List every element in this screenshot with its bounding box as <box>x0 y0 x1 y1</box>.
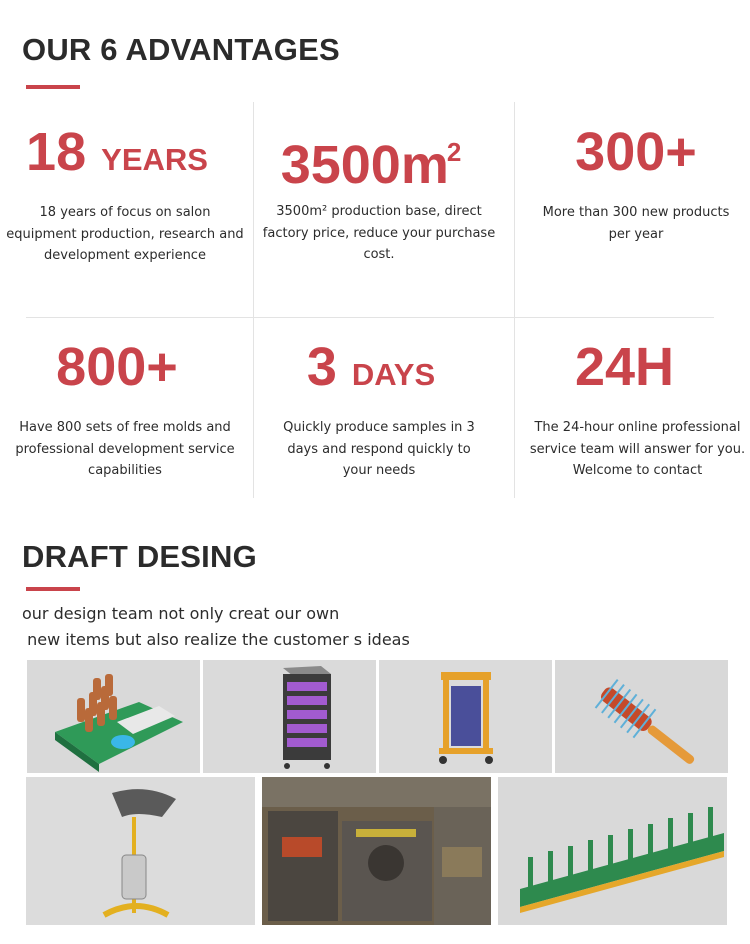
advantage-item <box>0 317 250 517</box>
comb-render <box>498 777 727 925</box>
advantage-description: Have 800 sets of free molds and professional development service capabilities <box>15 420 235 478</box>
advantage-item <box>0 100 250 300</box>
draft-intro: our design team not only creat our own new items but also realize the customer s ideas <box>22 604 410 649</box>
shampoo-basin-render <box>26 777 255 925</box>
advantage-item <box>511 100 750 300</box>
tool-cart-render <box>379 660 552 773</box>
advantage-value: 3 DAYS <box>306 337 436 397</box>
round-brush-render <box>555 660 728 773</box>
advantage-description: Quickly produce samples in 3 days and respond quickly to your needs <box>283 420 475 478</box>
advantage-value: 18 YEARS <box>26 122 208 182</box>
mold-factory-photo <box>262 777 491 925</box>
advantage-item <box>254 100 504 300</box>
advantage-description: More than 300 new products per year <box>542 205 730 242</box>
title-underline <box>26 587 80 591</box>
draft-title: DRAFT DESING <box>22 539 257 574</box>
advantage-value: 300+ <box>575 122 697 182</box>
advantage-value: $3500m^2$ <box>280 135 462 195</box>
advantage-description: 3500m² production base, direct factory price, reduce your purchase cost. <box>262 204 496 262</box>
advantage-item <box>254 317 504 517</box>
advantage-item <box>511 317 750 517</box>
advantage-value: 800+ <box>56 337 178 397</box>
advantage-description: 18 years of focus on salon equipment production, research and development experience <box>6 205 244 263</box>
salon-trolley-render <box>203 660 376 773</box>
advantage-description: The 24-hour online professional service team will answer for you. Welcome to contact <box>529 420 746 478</box>
advantage-value: 24H <box>574 337 675 397</box>
bottle-tray-render <box>27 660 200 773</box>
advantages-grid <box>0 100 750 500</box>
title-underline <box>26 85 80 89</box>
advantages-title: OUR 6 ADVANTAGES <box>22 32 340 67</box>
